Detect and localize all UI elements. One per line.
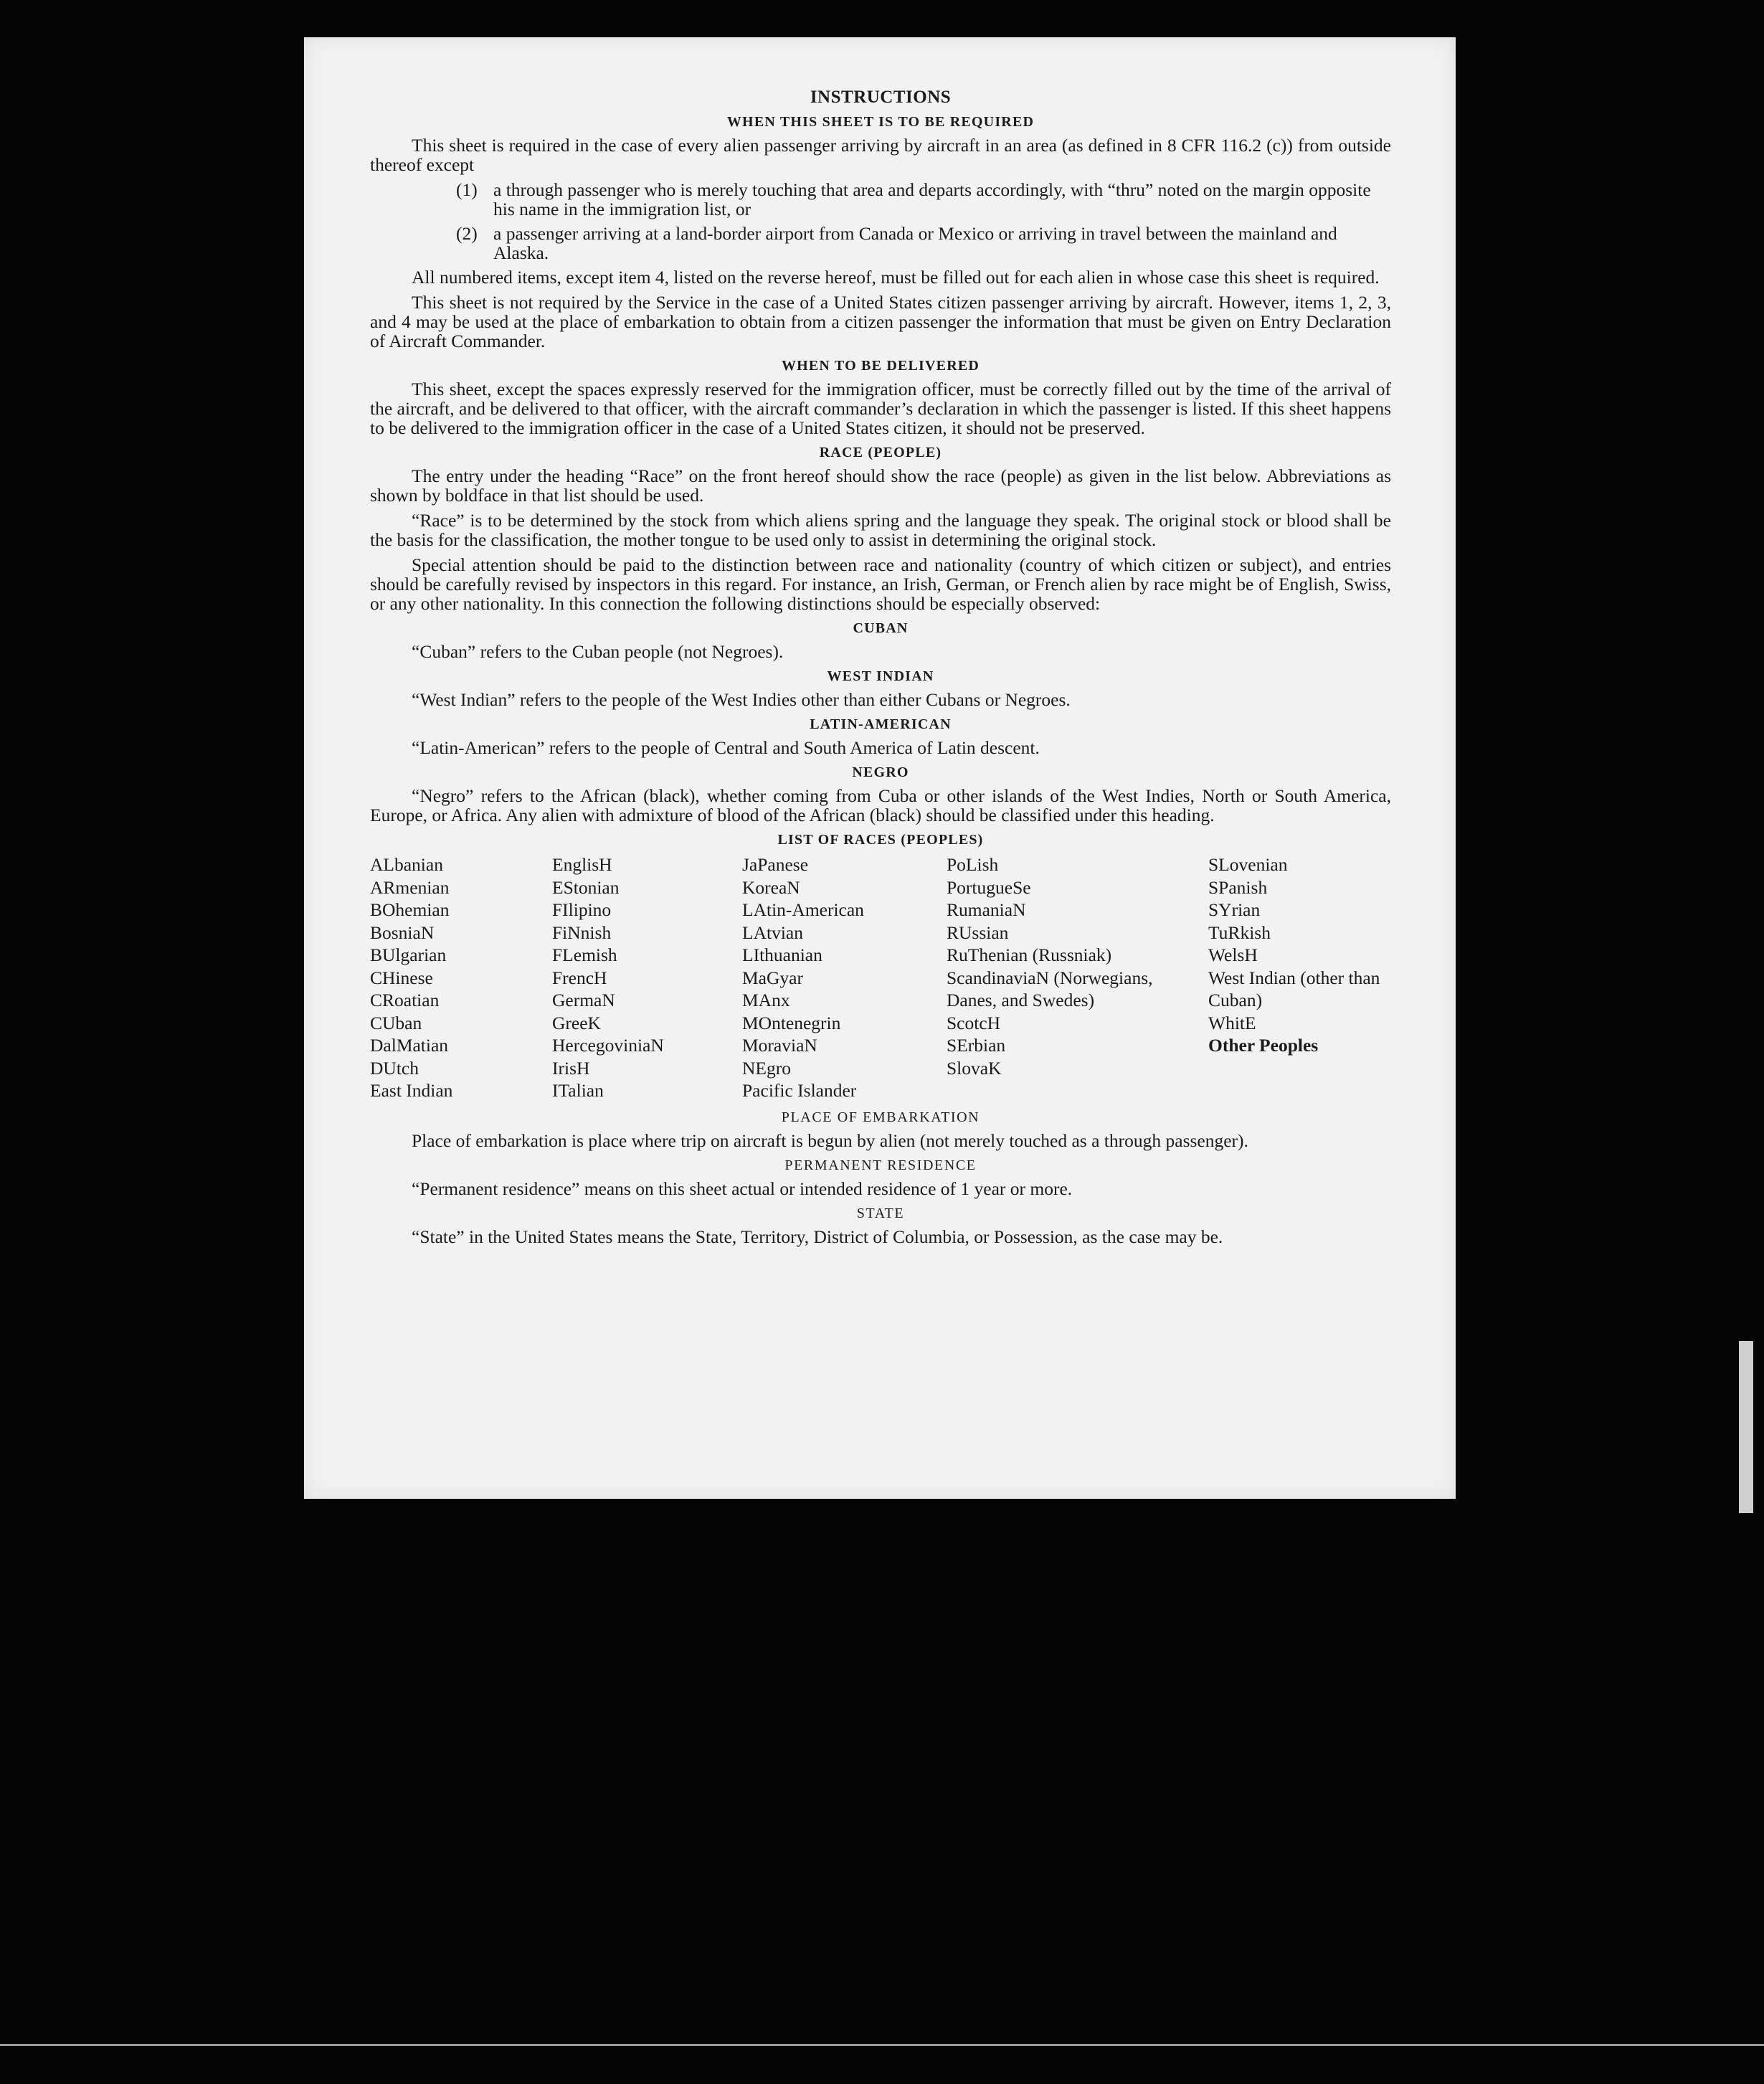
page-title: INSTRUCTIONS	[810, 87, 952, 107]
race-entry: WhitE	[1208, 1012, 1256, 1033]
paragraph: “Latin-American” refers to the people of Central and South America of Latin descent.	[412, 737, 1040, 758]
race-entry: RumaniaN	[947, 899, 1026, 920]
race-entry: DUtch	[370, 1057, 419, 1079]
paragraph: “Race” is to be determined by the stock from which aliens spring and the language they speak. The original stock or blood shall be the basis for the classification, the mother tongue to be used only to assist in determining the original stock.	[370, 510, 1391, 550]
race-entry: PortugueSe	[947, 876, 1031, 898]
race-entry: IrisH	[552, 1057, 590, 1079]
paragraph: All numbered items, except item 4, listed on the reverse hereof, must be filled out for each alien in whose case this sheet is required.	[412, 267, 1380, 288]
paragraph: Place of embarkation is place where trip on aircraft is begun by alien (not merely touched as a through passenger).	[412, 1129, 1248, 1151]
race-entry: ITalian	[552, 1080, 604, 1101]
race-entry: MoraviaN	[742, 1035, 817, 1056]
heading-when-delivered: WHEN TO BE DELIVERED	[781, 358, 980, 374]
heading-negro: NEGRO	[852, 764, 909, 780]
item-number: (2)	[456, 223, 478, 244]
race-entry: WelsH	[1208, 944, 1258, 965]
race-entry: MaGyar	[742, 967, 803, 988]
race-entry: PoLish	[947, 854, 999, 875]
race-entry: FrencH	[552, 967, 607, 988]
race-entry: FiNnish	[552, 922, 612, 943]
races-column	[947, 853, 1208, 1102]
heading-place-of-embarkation: PLACE OF EMBARKATION	[781, 1109, 980, 1125]
instruction-sheet	[304, 37, 1456, 1499]
race-entry: West Indian (other than Cuban)	[1208, 967, 1380, 1010]
film-frame-line	[0, 2044, 1764, 2046]
heading-latin-american: LATIN-AMERICAN	[810, 716, 952, 732]
paragraph: The entry under the heading “Race” on the front hereof should show the race (people) as given in the list below. Abbreviations as shown by boldface in that list should be used.	[370, 465, 1391, 506]
paragraph: “Negro” refers to the African (black), whether coming from Cuba or other islands of the West Indies, North or South America, Europe, or Africa. Any alien with admixture of blood of the African (black) should be classified under this heading.	[370, 785, 1391, 825]
race-entry: SErbian	[947, 1035, 1006, 1056]
paragraph: “Cuban” refers to the Cuban people (not Negroes).	[412, 641, 784, 662]
races-table	[370, 853, 1391, 1102]
heading-cuban: CUBAN	[853, 620, 909, 636]
paragraph: “State” in the United States means the State, Territory, District of Columbia, or Possession, as the case may be.	[412, 1226, 1223, 1247]
race-entry: East Indian	[370, 1080, 453, 1101]
races-column	[742, 853, 947, 1102]
paragraph: This sheet, except the spaces expressly reserved for the immigration officer, must be correctly filled out by the time of the arrival of the aircraft, and be delivered to that officer, with the aircraft commander’s declaration in which the passenger is listed. If this sheet happens to be delivered to the immigration officer in the case of a United States citizen, it should not be preserved.	[370, 379, 1391, 438]
race-entry: CUban	[370, 1012, 422, 1033]
race-entry: FLemish	[552, 944, 617, 965]
race-entry: MOntenegrin	[742, 1012, 841, 1033]
race-entry: TuRkish	[1208, 922, 1271, 943]
paragraph: “West Indian” refers to the people of the West Indies other than either Cubans or Negroes.	[412, 689, 1071, 710]
item-text: a passenger arriving at a land-border airport from Canada or Mexico or arriving in travel between the mainland and Alaska.	[493, 223, 1337, 263]
race-entry: MAnx	[742, 990, 790, 1010]
race-entry: ScotcH	[947, 1012, 1001, 1033]
race-entry: SLovenian	[1208, 854, 1288, 875]
race-entry: CHinese	[370, 967, 433, 988]
race-entry: EnglisH	[552, 854, 612, 875]
list-item	[456, 180, 1391, 219]
race-entry: RuThenian (Russniak)	[947, 944, 1112, 965]
race-entry: ARmenian	[370, 876, 450, 898]
race-entry: JaPanese	[742, 854, 809, 875]
race-entry: SPanish	[1208, 876, 1268, 898]
list-item	[456, 224, 1391, 262]
heading-state: STATE	[856, 1205, 905, 1221]
paragraph: Special attention should be paid to the distinction between race and nationality (country of which citizen or subject), and entries should be carefully revised by inspectors in this regard. For instance, an Irish, German, or French alien by race might be of English, Swiss, or any other nationality. In this connection the following distinctions should be especially observed:	[370, 554, 1391, 614]
paragraph: This sheet is not required by the Service in the case of a United States citizen passenger arriving by aircraft. However, items 1, 2, 3, and 4 may be used at the place of embarkation to obtain from a citizen passenger the information that must be given on Entry Declaration of Aircraft Commander.	[370, 292, 1391, 351]
heading-list-of-races: LIST OF RACES (PEOPLES)	[777, 832, 984, 848]
race-entry: ScandinaviaN (Norwegians, Danes, and Swedes)	[947, 967, 1153, 1010]
heading-race: RACE (PEOPLE)	[819, 445, 942, 460]
race-entry: NEgro	[742, 1057, 791, 1079]
race-entry: GreeK	[552, 1012, 601, 1033]
races-column	[370, 853, 552, 1102]
item-number: (1)	[456, 179, 478, 200]
race-entry: SlovaK	[947, 1057, 1002, 1079]
races-column	[1208, 853, 1388, 1102]
race-entry: FIlipino	[552, 899, 612, 920]
race-entry: Other Peoples	[1208, 1035, 1319, 1056]
paragraph: “Permanent residence” means on this sheet actual or intended residence of 1 year or more.	[412, 1178, 1073, 1199]
heading-when-required: WHEN THIS SHEET IS TO BE REQUIRED	[726, 114, 1035, 130]
race-entry: LAtvian	[742, 922, 803, 943]
race-entry: KoreaN	[742, 876, 800, 898]
race-entry: DalMatian	[370, 1035, 449, 1056]
race-entry: BOhemian	[370, 899, 450, 920]
race-entry: RUssian	[947, 922, 1009, 943]
race-entry: BUlgarian	[370, 944, 447, 965]
heading-west-indian: WEST INDIAN	[827, 668, 934, 684]
race-entry: Pacific Islander	[742, 1080, 857, 1101]
race-entry: HercegoviniaN	[552, 1035, 664, 1056]
heading-permanent-residence: PERMANENT RESIDENCE	[784, 1157, 977, 1173]
race-entry: CRoatian	[370, 990, 440, 1010]
item-text: a through passenger who is merely touching that area and departs accordingly, with “thru” noted on the margin opposite his name in the immigration list, or	[493, 179, 1371, 219]
race-entry: SYrian	[1208, 899, 1261, 920]
race-entry: LAtin-American	[742, 899, 864, 920]
paragraph: This sheet is required in the case of every alien passenger arriving by aircraft in an area (as defined in 8 CFR 116.2 (c)) from outside thereof except	[370, 135, 1391, 175]
film-edge-strip	[1739, 1341, 1753, 1513]
race-entry: ALbanian	[370, 854, 443, 875]
race-entry: BosniaN	[370, 922, 435, 943]
race-entry: LIthuanian	[742, 944, 822, 965]
race-entry: GermaN	[552, 990, 615, 1010]
race-entry: EStonian	[552, 876, 620, 898]
races-column	[552, 853, 742, 1102]
